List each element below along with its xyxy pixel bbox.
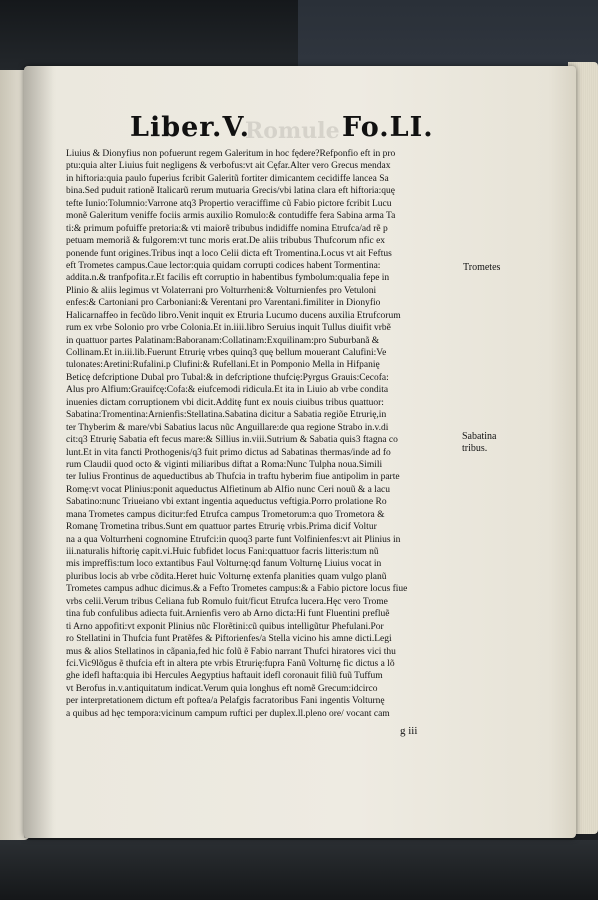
text-line: ter Thyberim & mare/vbi Sabatius lacus nũc Anguillare:de qua regione Strabo in.v.di xyxy=(66,422,389,433)
text-line: mus & alios Stellatinos in cãpania,fed hic folũ ẽ Fabio narrant Thufci hiratores vici thu xyxy=(66,646,396,657)
text-line: Halicarnaffeo in fecũdo libro.Venit inquit ex Etruria Lucumo ducens auxilia Etrufcorum xyxy=(66,310,401,321)
text-line: ti Arno appofiti:vt exponit Plinius nũc Florẽtini:cũ quibus intelligũtur Phefulani.Por xyxy=(66,621,384,632)
text-line: tulonates:Aretini:Rufalini.p Clufini:& Rufellani.Et in Pomponio Mella in Hifpanię xyxy=(66,360,380,371)
text-line: Romanę Trometina tribus.Sunt em quattuor partes Etrurię vrbis.Prima dicif Voltur xyxy=(66,522,377,533)
text-line: rum ex vrbe Solonio pro vrbe Colonia.Et in.iiii.libro Seruius inquit Tullus diuifit vrbẽ xyxy=(66,323,391,334)
text-line: Collinam.Et in.iii.lib.Fuerunt Etrurię vrbes quinq3 quę bellum mouerant Calufini:Ve xyxy=(66,348,387,358)
text-line: eft Trometes campus.Caue lector:quia quidam corrupti codices habent Tormentina: xyxy=(66,260,381,271)
text-line: enfes:& Cartoniani pro Carboniani:& Verentani pro Varentani.fimiliter in Dionyfio xyxy=(66,298,381,309)
text-line: cit:q3 Etrurię Sabatia eft fecus mare:& Sillius in.viii.Sutrium & Sabatia quis3 ftagna co xyxy=(66,435,398,446)
text-line: a quibus ad hęc tempora:vicinum campum ruftici per duplex.ll.pleno ore/ vocant cam xyxy=(66,708,390,719)
text-line: Plinio & aliis legimus vt Volaterrani pro Volturrheni:& Volturnienfes pro Vetuloni xyxy=(66,285,377,296)
text-line: Sabatina:Tromentina:Arnienfis:Stellatina.Sabatina dicitur a Sabatia regiõe Etrurię,in xyxy=(66,410,387,421)
backdrop-cloth xyxy=(298,0,598,70)
text-line: ghe idefl hafta:quia ibi Hercules Aegyptius haftauit idefl coronauit filiũ fuũ Tuffum xyxy=(66,671,383,682)
gutter-shadow xyxy=(24,66,54,838)
text-line: Romę:vt vocat Plinius:ponit aqueductus Alfietinum ab Alfio nunc Ceri nouũ & a lacu xyxy=(66,484,391,495)
running-head-folio: Fo.LI. xyxy=(342,112,434,143)
text-line: ti:& primum pofuiffe pretoria:& vti maiorẽ tribubus indidiffe nomina Etrufca/ad rẽ p xyxy=(66,223,388,234)
body-text xyxy=(66,148,458,720)
text-line: tina fub confulibus adiecta fuit.Arnienfis vero ab Arno dicta:Hi funt Fluentini prefluẽ xyxy=(66,609,390,620)
text-line: mis impreffis:tum loco extantibus Faul Volturnę:qd fanum Volturnę Liuius vocat in xyxy=(66,559,382,570)
text-line: fci.Vic9lõgus ẽ thufcia eft in altera pte vrbis Etrurię:fupra Fanũ Volturnę fic dictus a lõ xyxy=(66,658,395,669)
text-line: iii.naturalis hiftorię capit.vi.Huic fubfidet locus Fani:quattuor facris litteris:tum nũ xyxy=(66,547,379,557)
text-line: rum Claudii quod octo & viginti miliaribus diftat a Roma:Nunc Tulpha noua.Simili xyxy=(66,459,383,470)
text-line: tefte Iunio:Tolumnio:Varrone atq3 Propertio veraciffime cũ Fabio pictore fcribit Lucu xyxy=(66,198,392,209)
text-line: ponende funt origines.Tribus inqt a loco Celii dicta eft Tromentina.Locus vt ait Feftus xyxy=(66,248,392,259)
margin-note-sabatina: Sabatina tribus. xyxy=(462,431,497,454)
text-line: pluribus locis ab vrbe cõdita.Heret huic Volturnę extenfa planities quam vulgo planũ xyxy=(66,571,387,582)
text-line: ptu:quia alter Liuius fuit negligens & verbofus:vt ait Cęfar.Alter vero Grecus mendax xyxy=(66,161,391,172)
backdrop-bottom xyxy=(0,840,598,900)
running-head xyxy=(130,112,450,152)
text-line: vt Berofus in.v.antiquitatum indicat.Verum quia longhus eft nomẽ Grecum:idcirco xyxy=(66,683,378,694)
text-line: Liuius & Dionyfius non pofuerunt regem Galeritum in hoc fędere?Refponfio eft in pro xyxy=(66,149,396,159)
running-head-book: Liber.V. xyxy=(130,112,251,143)
text-line: Alus pro Alfium:Grauifcę:Cofa:& eiufcemodi ridicula.Et ita in Liuio ab vrbe condita xyxy=(66,385,389,396)
text-line: petuam memoriã & fulgorem:vt tunc moris erat.De aliis tribubus Thufcorum nfic ex xyxy=(66,236,386,247)
text-line: addita.n.& tranfpofita.r.Et facilis eft corruptio in habentibus fymbolum:qualia fepe in xyxy=(66,273,390,284)
text-line: in hiftoria:quia paulo fuperius fcribit Galeritũ fortiter dimicantem cecidiffe lancea Sa xyxy=(66,173,389,184)
text-line: ter Iulius Frontinus de aqueductibus ab Thufcia in traftu hyberim fiue antipolim in parte xyxy=(66,472,400,483)
text-line: per interpretationem dictum eft poftea/a Pelafgis facratoribus Fani ingentis Volturnę xyxy=(66,696,385,707)
text-line: lunt.Et in vita fancti Prothogenis/q3 fuit primo dictus ad Sabatinas thermas/inde ad fo xyxy=(66,447,391,458)
text-line: bina.Sed puduit rationẽ Italicarũ rerum mutuaria Grecis/vbi latina clara eft hiftoria:quę xyxy=(66,186,395,197)
signature-mark: g iii xyxy=(400,725,418,737)
text-line: Trometes campus adhuc dicimus.& a Fefto Trometes campus:& a Fabio pictore locus fiue xyxy=(66,584,408,595)
text-line: vrbs celii.Verum tribus Celiana fub Romulo fuit/ficut Etrufca lucera.Hęc vero Trome xyxy=(66,596,388,607)
text-line: mana Trometes campus dicitur:fed Etrufca campus Trometorum:a quo Trometora & xyxy=(66,509,385,520)
text-line: Beticę defcriptione Dubal pro Tubal:& in defcriptione thufcię:Pyrgus Grauis:Cecofa: xyxy=(66,372,389,383)
show-through-text: Romule xyxy=(245,118,340,144)
text-line: Sabatino:nunc Triueiano vbi extant ingentia aqueductus veftigia.Porro prolatione Ro xyxy=(66,497,387,508)
margin-note-trometes: Trometes xyxy=(463,262,501,273)
text-line: monẽ Galeritum veniffe fociis armis auxilio Romulo:& contudiffe fera Sabina arma Ta xyxy=(66,211,396,222)
text-line: na a qua Volturrheni cognomine Etrufci:in quoq3 parte funt Volfinienfes:vt ait Plinius in xyxy=(66,534,401,545)
text-line: ro Stellatini in Thufcia funt Pratẽfes & Piftorienfes/a Stella vicino his amne dicti.Legi xyxy=(66,634,392,645)
text-line: in quattuor partes Palatinam:Baboranam:Collatinam:Exquilinam:pro Suburbanã & xyxy=(66,335,380,346)
text-line: inuenies dictam corruptionem vbi dicit.Additę funt ex nouis ciuibus tribus quattuor: xyxy=(66,397,384,408)
